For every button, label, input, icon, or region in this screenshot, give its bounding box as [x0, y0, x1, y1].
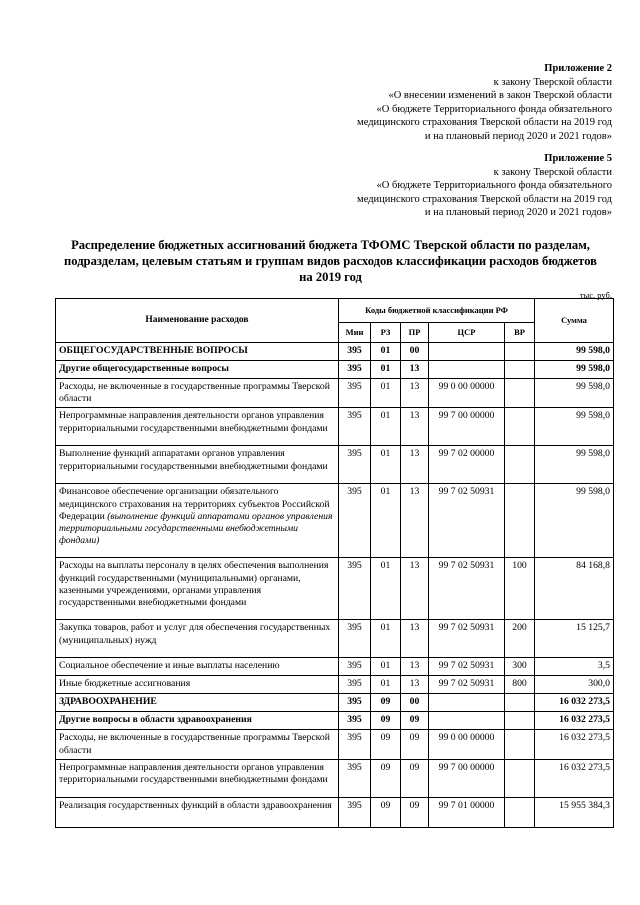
cell-name-text: Социальное обеспечение и иные выплаты населению — [59, 660, 280, 672]
appendix-2-line: и на плановый период 2020 и 2021 годов» — [424, 130, 612, 142]
cell-min: 395 — [339, 484, 371, 558]
cell-name-text: Расходы на выплаты персоналу в целях обеспечения выполнения функций государственными (муниципальными) органами, казенными учреждениями, органами управления государственными внебюджетными фондами — [59, 560, 329, 609]
cell-vr: 100 — [505, 558, 535, 620]
table-row — [56, 343, 614, 361]
cell-rz: 01 — [371, 446, 401, 484]
appendix-2-line: медицинского страхования Тверской области на 2019 год — [357, 117, 612, 129]
cell-rz: 01 — [371, 408, 401, 446]
cell-pr: 13 — [401, 676, 429, 694]
cell-min: 395 — [339, 658, 371, 676]
cell-vr — [505, 694, 535, 712]
cell-pr: 13 — [401, 408, 429, 446]
cell-pr: 13 — [401, 379, 429, 408]
cell-pr: 09 — [401, 712, 429, 730]
cell-csr: 99 7 02 50931 — [429, 484, 505, 558]
cell-vr — [505, 408, 535, 446]
document-title-line: на 2019 год — [299, 270, 362, 284]
cell-name-text: ЗДРАВООХРАНЕНИЕ — [59, 696, 157, 708]
cell-min: 395 — [339, 558, 371, 620]
table-row — [56, 620, 614, 658]
cell-rz: 09 — [371, 730, 401, 759]
cell-pr: 13 — [401, 446, 429, 484]
cell-min: 395 — [339, 676, 371, 694]
cell-name — [56, 620, 339, 658]
appendix-5-line: к закону Тверской области — [493, 166, 612, 178]
cell-vr — [505, 379, 535, 408]
table-row — [56, 558, 614, 620]
cell-rz: 09 — [371, 759, 401, 797]
cell-vr — [505, 730, 535, 759]
table-row — [56, 730, 614, 759]
cell-rz: 01 — [371, 379, 401, 408]
cell-pr: 00 — [401, 694, 429, 712]
cell-csr: 99 7 02 50931 — [429, 676, 505, 694]
cell-name-text: Непрограммные направления деятельности органов управления территориальными государственными внебюджетными фондами — [59, 410, 328, 434]
cell-name-text: Другие вопросы в области здравоохранения — [59, 714, 252, 726]
cell-sum: 16 032 273,5 — [535, 759, 614, 797]
cell-name — [56, 361, 339, 379]
cell-vr — [505, 484, 535, 558]
cell-name-text: Непрограммные направления деятельности органов управления территориальными государственными внебюджетными фондами — [59, 761, 328, 786]
cell-min: 395 — [339, 361, 371, 379]
cell-name-text: Другие общегосударственные вопросы — [59, 363, 229, 374]
appendix-5-line: медицинского страхования Тверской области на 2019 год — [357, 193, 612, 205]
cell-name — [56, 676, 339, 694]
cell-sum: 99 598,0 — [535, 343, 614, 361]
cell-sum: 16 032 273,5 — [535, 730, 614, 759]
cell-rz: 09 — [371, 694, 401, 712]
cell-rz: 01 — [371, 558, 401, 620]
table-row — [56, 658, 614, 676]
table-row — [56, 712, 614, 730]
cell-rz: 01 — [371, 343, 401, 361]
cell-sum: 15 125,7 — [535, 620, 614, 658]
table-row — [56, 484, 614, 558]
column-header-vr: ВР — [505, 323, 535, 343]
cell-vr — [505, 759, 535, 797]
cell-vr — [505, 361, 535, 379]
cell-csr: 99 7 02 50931 — [429, 558, 505, 620]
cell-sum: 99 598,0 — [535, 379, 614, 408]
table-body — [56, 343, 614, 828]
cell-min: 395 — [339, 694, 371, 712]
cell-vr — [505, 343, 535, 361]
table-row — [56, 446, 614, 484]
cell-pr: 13 — [401, 484, 429, 558]
cell-pr: 09 — [401, 759, 429, 797]
appendix-2-line: «О бюджете Территориального фонда обязательного — [376, 103, 612, 115]
cell-sum: 99 598,0 — [535, 484, 614, 558]
cell-vr: 200 — [505, 620, 535, 658]
cell-name — [56, 484, 339, 558]
cell-sum: 99 598,0 — [535, 361, 614, 379]
cell-name — [56, 658, 339, 676]
cell-vr — [505, 797, 535, 827]
cell-pr: 13 — [401, 620, 429, 658]
cell-vr — [505, 712, 535, 730]
cell-csr: 99 7 01 00000 — [429, 797, 505, 827]
appendix-5-header — [357, 152, 612, 220]
cell-sum: 84 168,8 — [535, 558, 614, 620]
cell-pr: 13 — [401, 361, 429, 379]
cell-sum: 99 598,0 — [535, 408, 614, 446]
cell-sum: 300,0 — [535, 676, 614, 694]
cell-name — [56, 558, 339, 620]
appendix-2-line: к закону Тверской области — [493, 76, 612, 88]
cell-csr: 99 7 00 00000 — [429, 408, 505, 446]
cell-name-text: Иные бюджетные ассигнования — [59, 678, 191, 690]
cell-csr — [429, 694, 505, 712]
cell-vr: 800 — [505, 676, 535, 694]
cell-min: 395 — [339, 343, 371, 361]
appendix-5-title: Приложение 5 — [544, 153, 612, 164]
cell-csr — [429, 712, 505, 730]
document-title — [58, 237, 603, 285]
cell-pr: 09 — [401, 730, 429, 759]
cell-sum: 99 598,0 — [535, 446, 614, 484]
cell-min: 395 — [339, 408, 371, 446]
cell-name-text: Расходы, не включенные в государственные программы Тверской области — [59, 381, 330, 405]
cell-pr: 13 — [401, 558, 429, 620]
cell-name — [56, 797, 339, 827]
cell-rz: 01 — [371, 676, 401, 694]
cell-csr: 99 0 00 00000 — [429, 730, 505, 759]
table-row — [56, 361, 614, 379]
cell-vr — [505, 446, 535, 484]
budget-table — [55, 298, 614, 828]
cell-name — [56, 446, 339, 484]
column-header-rz: РЗ — [371, 323, 401, 343]
appendix-2-line: «О внесении изменений в закон Тверской области — [388, 90, 612, 102]
cell-csr: 99 7 02 00000 — [429, 446, 505, 484]
column-header-pr: ПР — [401, 323, 429, 343]
table-row — [56, 379, 614, 408]
cell-name-text: Финансовое обеспечение организации обязательного медицинского страхования на территориях субъектов Российской Федерации — [59, 486, 330, 522]
cell-name-text: Расходы, не включенные в государственные программы Тверской области — [59, 732, 330, 756]
table-row — [56, 408, 614, 446]
cell-sum: 3,5 — [535, 658, 614, 676]
units-label: тыс. руб. — [579, 290, 612, 300]
cell-name-text: ОБЩЕГОСУДАРСТВЕННЫЕ ВОПРОСЫ — [59, 345, 248, 356]
column-header-codes: Коды бюджетной классификации РФ — [339, 299, 535, 323]
cell-csr: 99 7 00 00000 — [429, 759, 505, 797]
cell-csr — [429, 343, 505, 361]
cell-vr: 300 — [505, 658, 535, 676]
cell-pr: 13 — [401, 658, 429, 676]
cell-min: 395 — [339, 712, 371, 730]
cell-pr: 00 — [401, 343, 429, 361]
cell-min: 395 — [339, 730, 371, 759]
cell-name-text: Выполнение функций аппаратами органов управления территориальными государственными внебюджетными фондами — [59, 448, 328, 472]
column-header-name: Наименование расходов — [56, 299, 339, 343]
cell-csr: 99 0 00 00000 — [429, 379, 505, 408]
cell-name — [56, 759, 339, 797]
cell-min: 395 — [339, 797, 371, 827]
cell-sum: 16 032 273,5 — [535, 694, 614, 712]
column-header-min: Мин — [339, 323, 371, 343]
column-header-csr: ЦСР — [429, 323, 505, 343]
cell-name-note: (выполнение функций аппаратами органов управления территориальными государственными внебюджетными фондами) — [59, 510, 333, 547]
cell-name — [56, 694, 339, 712]
appendix-2-header — [357, 62, 612, 144]
table-header — [56, 299, 614, 343]
cell-min: 395 — [339, 379, 371, 408]
table-row — [56, 759, 614, 797]
cell-name-text: Закупка товаров, работ и услуг для обеспечения государственных (муниципальных) нужд — [59, 622, 331, 646]
cell-sum: 15 955 384,3 — [535, 797, 614, 827]
cell-rz: 01 — [371, 484, 401, 558]
cell-min: 395 — [339, 446, 371, 484]
document-title-line: Распределение бюджетных ассигнований бюджета ТФОМС Тверской области по разделам, — [71, 238, 590, 252]
cell-rz: 09 — [371, 712, 401, 730]
cell-pr: 09 — [401, 797, 429, 827]
appendix-2-title: Приложение 2 — [544, 63, 612, 74]
cell-rz: 01 — [371, 361, 401, 379]
cell-name — [56, 379, 339, 408]
cell-name-text: Реализация государственных функций в области здравоохранения — [59, 799, 332, 811]
cell-sum: 16 032 273,5 — [535, 712, 614, 730]
document-title-line: подразделам, целевым статьям и группам видов расходов классификации расходов бюджетов — [64, 254, 597, 268]
cell-min: 395 — [339, 620, 371, 658]
appendix-5-line: «О бюджете Территориального фонда обязательного — [376, 180, 612, 192]
table-row — [56, 797, 614, 827]
cell-rz: 09 — [371, 797, 401, 827]
table-row — [56, 676, 614, 694]
cell-min: 395 — [339, 759, 371, 797]
cell-name — [56, 712, 339, 730]
cell-rz: 01 — [371, 658, 401, 676]
cell-name — [56, 408, 339, 446]
column-header-sum: Сумма — [535, 299, 614, 343]
table-row — [56, 694, 614, 712]
cell-csr — [429, 361, 505, 379]
cell-rz: 01 — [371, 620, 401, 658]
appendix-5-line: и на плановый период 2020 и 2021 годов» — [424, 207, 612, 219]
cell-csr: 99 7 02 50931 — [429, 658, 505, 676]
cell-name — [56, 343, 339, 361]
cell-name — [56, 730, 339, 759]
cell-csr: 99 7 02 50931 — [429, 620, 505, 658]
